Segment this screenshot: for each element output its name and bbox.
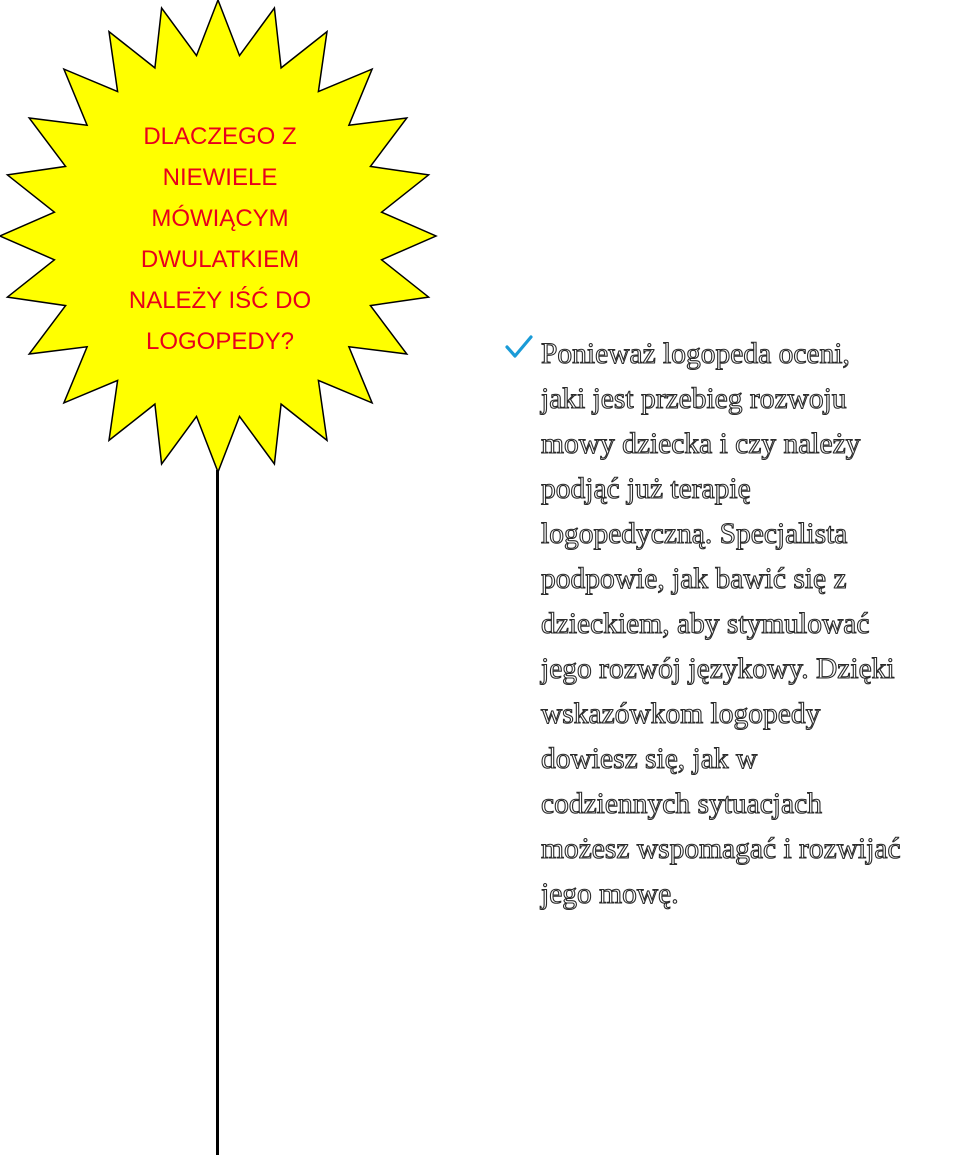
title-line-3: MÓWIĄCYM <box>151 205 289 232</box>
paragraph-line-4: podjąć już terapię <box>541 473 751 505</box>
paragraph-line-9: wskazówkom logopedy <box>541 698 821 730</box>
paragraph-line-7: dzieckiem, aby stymulować <box>541 608 870 640</box>
paragraph-line-12: możesz wspomagać i rozwijać <box>541 833 901 865</box>
paragraph-line-5: logopedyczną. Specjalista <box>541 518 848 550</box>
paragraph-line-8: jego rozwój językowy. Dzięki <box>541 653 895 685</box>
title-line-5: NALEŻY IŚĆ DO <box>128 287 312 314</box>
explanation-paragraph <box>541 332 960 917</box>
flower-stem-line <box>216 470 219 1155</box>
paragraph-line-3: mowy dziecka i czy należy <box>541 428 861 460</box>
title-line-1: DLACZEGO Z <box>143 123 297 150</box>
title-line-2: NIEWIELE <box>162 164 278 191</box>
paragraph-line-10: dowiesz się, jak w <box>541 743 758 775</box>
starburst-title <box>100 116 340 362</box>
check-icon <box>504 332 534 362</box>
title-line-4: DWULATKIEM <box>140 246 300 273</box>
paragraph-line-13: jego mowę. <box>541 878 679 910</box>
paragraph-line-11: codziennych sytuacjach <box>541 788 822 820</box>
title-line-6: LOGOPEDY? <box>145 328 295 355</box>
paragraph-line-6: podpowie, jak bawić się z <box>541 563 847 595</box>
paragraph-line-1: Ponieważ logopeda oceni, <box>541 338 850 370</box>
paragraph-line-2: jaki jest przebieg rozwoju <box>541 383 847 415</box>
